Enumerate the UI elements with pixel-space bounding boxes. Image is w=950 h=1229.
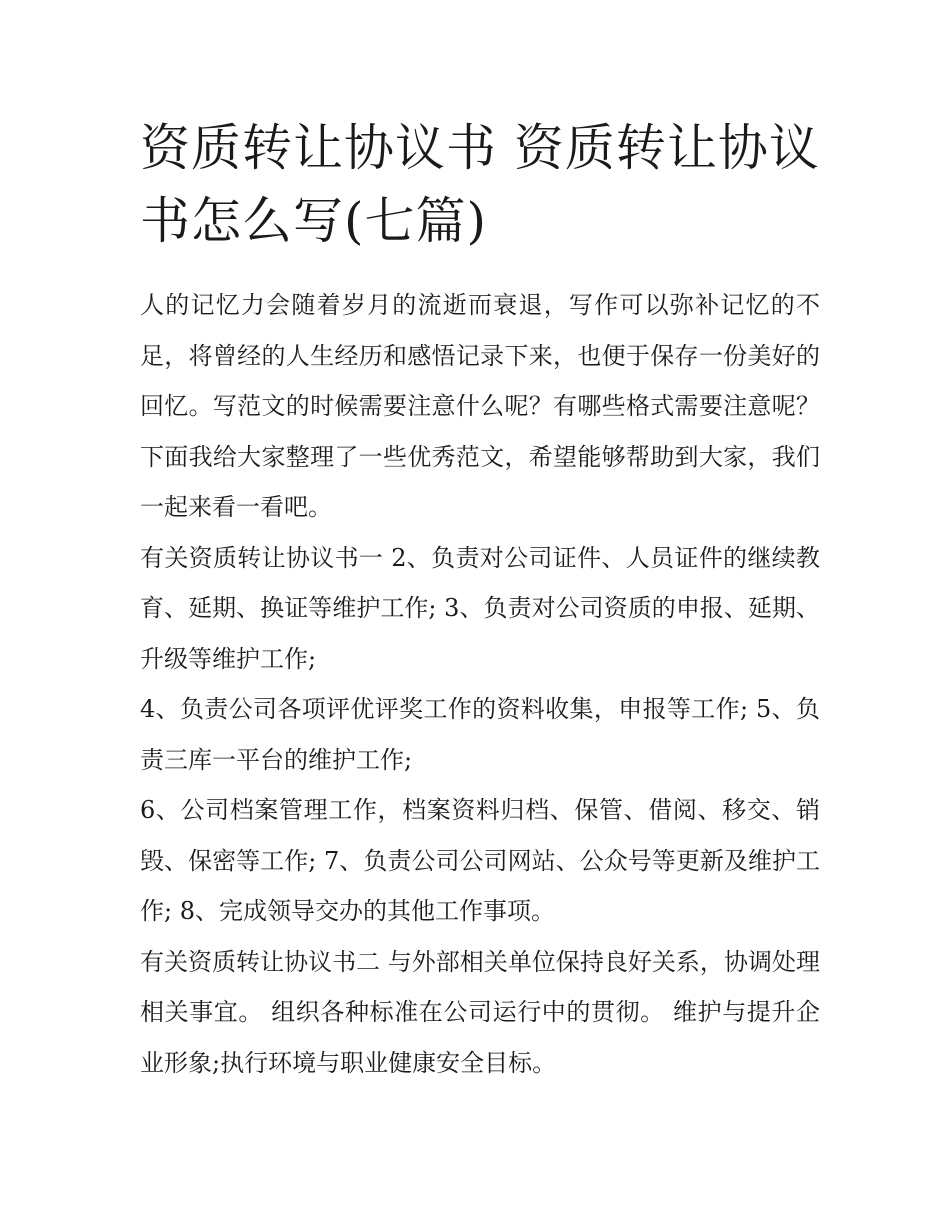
paragraph-intro: 人的记忆力会随着岁月的流逝而衰退，写作可以弥补记忆的不足，将曾经的人生经历和感悟记录下来，也便于保存一份美好的回忆。写范文的时候需要注意什么呢？有哪些格式需要注意呢？下面我给大家整理了一些优秀范文，希望能够帮助到大家，我们一起来看一看吧。 [140,291,820,521]
document-title: 资质转让协议书 资质转让协议书怎么写(七篇) [140,119,820,250]
paragraph-part-two: 有关资质转让协议书二 与外部相关单位保持良好关系，协调处理相关事宜。 组织各种标准在公司运行中的贯彻。 维护与提升企业形象;执行环境与职业健康安全目标。 [140,947,820,1077]
document-body [140,280,820,1088]
paragraph-part-one: 有关资质转让协议书一 2、负责对公司证件、人员证件的继续教育、延期、换证等维护工作; 3、负责对公司资质的申报、延期、升级等维护工作; [140,543,820,673]
paragraph-items-6-8: 6、公司档案管理工作，档案资料归档、保管、借阅、移交、销毁、保密等工作; 7、负责公司公司网站、公众号等更新及维护工作; 8、完成领导交办的其他工作事项。 [140,796,820,925]
paragraph-items-4-5: 4、负责公司各项评优评奖工作的资料收集，申报等工作; 5、负责三库一平台的维护工作; [140,695,820,774]
